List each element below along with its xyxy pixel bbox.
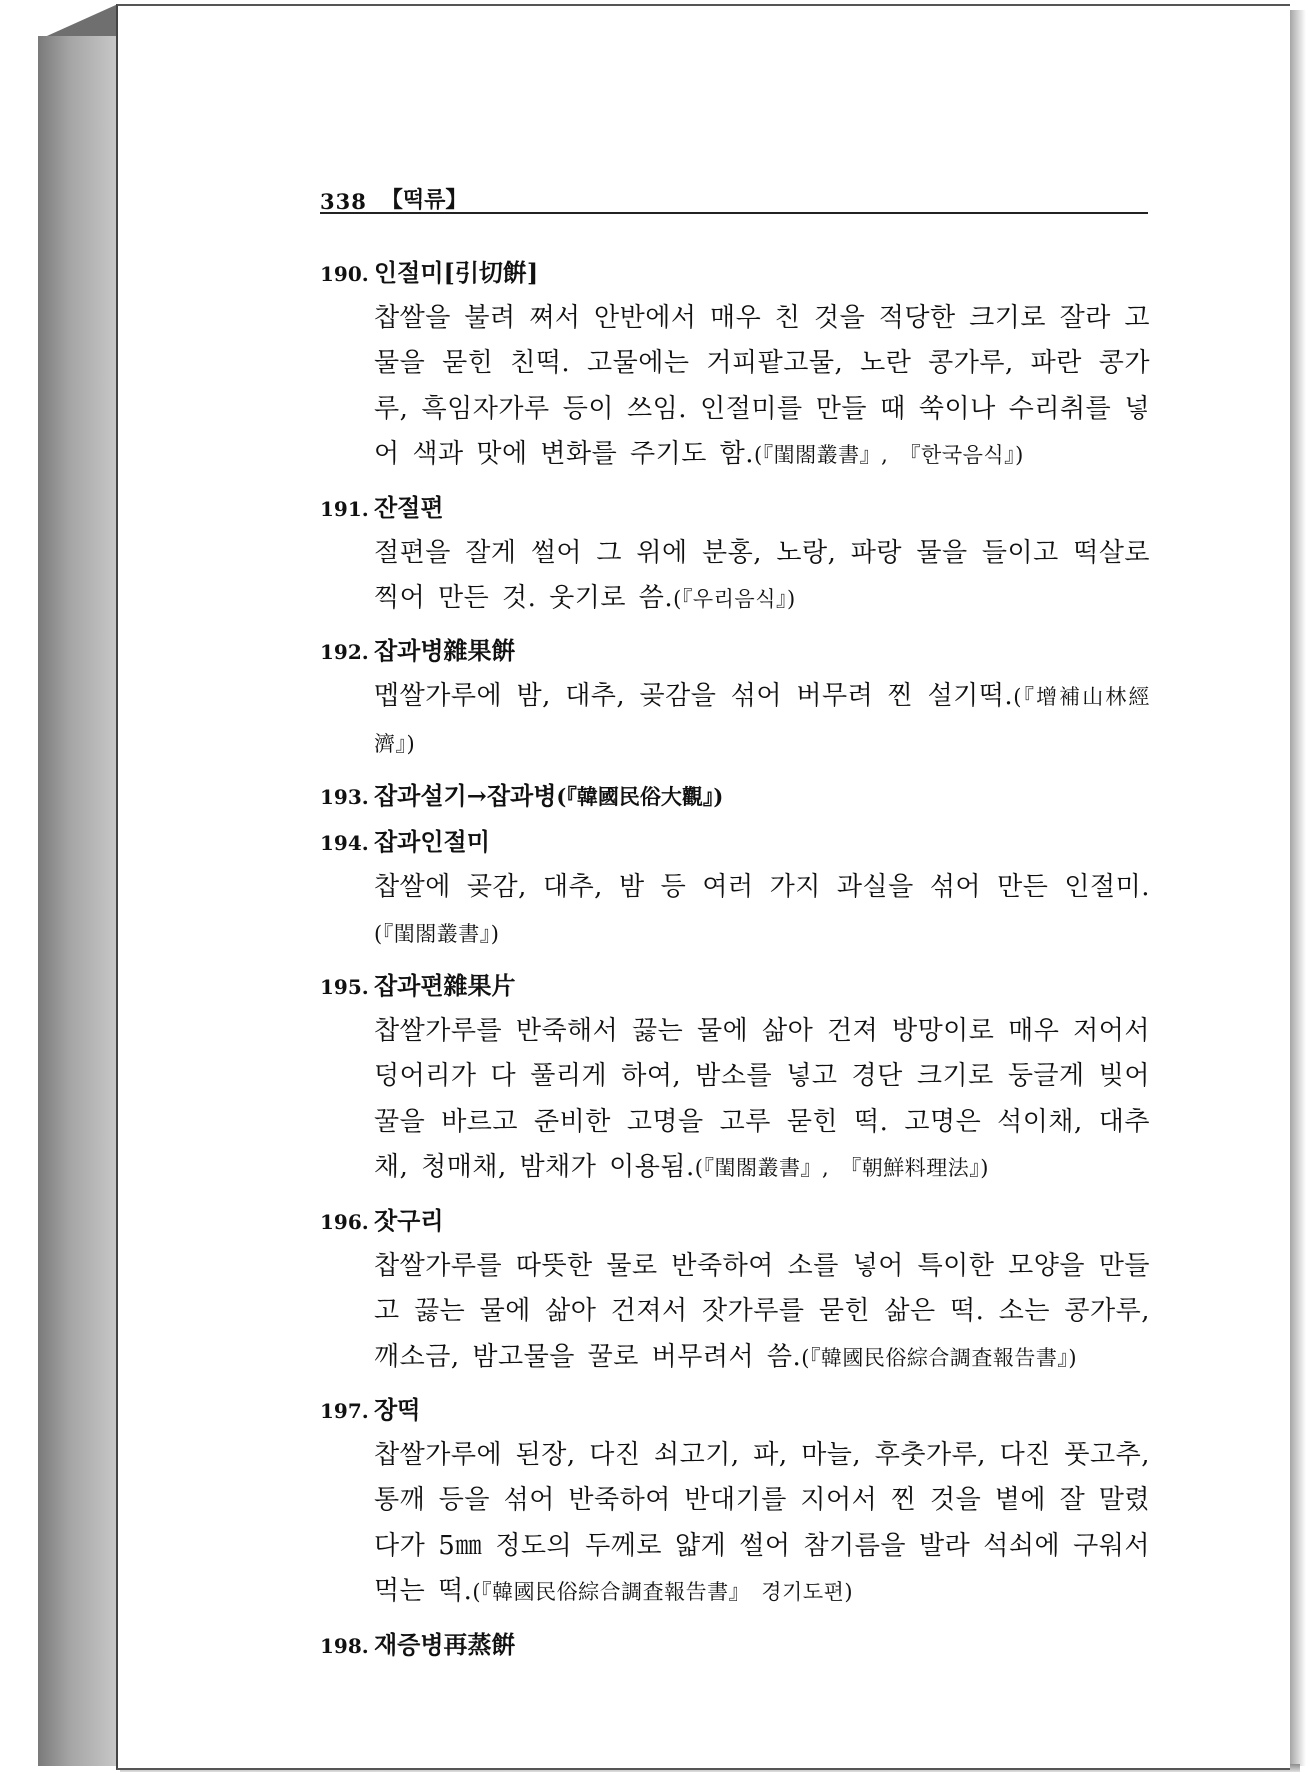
entry-title: 잡과인절미 bbox=[374, 827, 490, 857]
entry-definition bbox=[374, 1433, 1150, 1616]
entry-text: 찹쌀가루를 반죽해서 끓는 물에 삶아 건져 방망이로 매우 저어서 덩어리가 다 풀리게 하여, 밤소를 넣고 경단 크기로 둥글게 빚어 꿀을 바르고 준비한 고명을 고루 묻힌 떡. 고명은 석이채, 대추채, 청매채, 밤채가 이용됨. bbox=[374, 1016, 1150, 1183]
entry-192 bbox=[320, 628, 1150, 767]
entry-number: 193. bbox=[320, 785, 369, 810]
entry-definition bbox=[374, 674, 1150, 767]
entry-definition bbox=[374, 531, 1150, 623]
entry-number: 197. bbox=[320, 1398, 369, 1423]
entry-definition bbox=[374, 296, 1150, 479]
entry-number: 195. bbox=[320, 975, 369, 1000]
entry-definition bbox=[374, 1009, 1150, 1192]
entry-number: 196. bbox=[320, 1209, 369, 1234]
entry-reference: (『增補山林經濟』) bbox=[374, 685, 1150, 756]
entry-heading bbox=[320, 1198, 1150, 1244]
page-edge-shadow bbox=[1288, 10, 1306, 1766]
entry-definition bbox=[374, 1244, 1150, 1381]
entry-text: 찹쌀을 불려 쪄서 안반에서 매우 친 것을 적당한 크기로 잘라 고물을 묻힌 친떡. 고물에는 거피팥고물, 노란 콩가루, 파란 콩가루, 흑임자가루 등이 쓰임. 인절미를 만들 때 쑥이나 수리취를 넣어 색과 맛에 변화를 주기도 함. bbox=[374, 303, 1150, 470]
entry-number: 191. bbox=[320, 496, 369, 521]
entry-title: 잡과설기→잡과병 bbox=[374, 781, 557, 811]
entry-title: 잡과편雜果片 bbox=[374, 971, 516, 1001]
entry-reference: (『閨閤叢書』, 『朝鮮料理法』) bbox=[694, 1156, 989, 1181]
entry-heading bbox=[320, 819, 1150, 865]
entry-number: 194. bbox=[320, 831, 369, 856]
entry-title: 재증병再蒸餠 bbox=[374, 1629, 516, 1659]
entry-text: 절편을 잘게 썰어 그 위에 분홍, 노랑, 파랑 물을 들이고 떡살로 찍어 만든 것. 웃기로 씀. bbox=[374, 537, 1150, 614]
entry-197 bbox=[320, 1387, 1150, 1616]
entry-title: 인절미[引切餠] bbox=[374, 258, 539, 287]
entry-title: 잣구리 bbox=[374, 1205, 444, 1235]
dictionary-entries bbox=[320, 250, 1150, 1668]
entry-193 bbox=[320, 773, 1150, 819]
entry-190 bbox=[320, 250, 1150, 479]
entry-heading bbox=[320, 1622, 1150, 1668]
entry-number: 190. bbox=[320, 262, 369, 286]
entry-title: 장떡 bbox=[374, 1394, 421, 1424]
entry-198 bbox=[320, 1622, 1150, 1668]
entry-title: 잡과병雜果餠 bbox=[374, 636, 516, 666]
header-rule bbox=[320, 212, 1148, 214]
entry-195 bbox=[320, 963, 1150, 1192]
entry-191 bbox=[320, 485, 1150, 623]
entry-heading bbox=[320, 773, 1150, 819]
entry-reference: (『韓國民俗綜合調査報告書』 경기도편) bbox=[472, 1580, 854, 1605]
entry-196 bbox=[320, 1198, 1150, 1381]
entry-definition bbox=[374, 865, 1150, 957]
page-number: 338 bbox=[320, 189, 367, 214]
book-spine-top bbox=[38, 4, 118, 40]
entry-heading bbox=[320, 628, 1150, 674]
entry-reference: (『閨閤叢書』) bbox=[374, 921, 500, 946]
section-title: 【떡류】 bbox=[380, 187, 468, 213]
entry-heading bbox=[320, 250, 1150, 296]
book-spine bbox=[38, 36, 118, 1766]
entry-title: 잔절편 bbox=[374, 492, 444, 522]
entry-text: 찹쌀가루를 따뜻한 물로 반죽하여 소를 넣어 특이한 모양을 만들고 끓는 물에 삶아 건져서 잣가루를 묻힌 삶은 떡. 소는 콩가루, 깨소금, 밤고물을 꿀로 버무려서 씀. bbox=[374, 1250, 1150, 1372]
entry-reference: (『閨閤叢書』, 『한국음식』) bbox=[753, 443, 1024, 468]
entry-reference: (『韓國民俗大觀』) bbox=[556, 784, 724, 810]
entry-reference: (『韓國民俗綜合調査報告書』) bbox=[801, 1345, 1078, 1370]
entry-194 bbox=[320, 819, 1150, 957]
entry-heading bbox=[320, 963, 1150, 1009]
entry-heading bbox=[320, 1387, 1150, 1433]
entry-text: 찹쌀가루에 된장, 다진 쇠고기, 파, 마늘, 후춧가루, 다진 풋고추, 통깨 등을 섞어 반죽하여 반대기를 지어서 찐 것을 볕에 잘 말렸다가 5㎜ 정도의 두께로 얇게 썰어 참기름을 발라 석쇠에 구워서 먹는 떡. bbox=[374, 1439, 1150, 1607]
entry-heading bbox=[320, 485, 1150, 531]
running-head bbox=[320, 174, 1148, 214]
entry-reference: (『우리음식』) bbox=[673, 587, 796, 612]
entry-text: 찹쌀에 곶감, 대추, 밤 등 여러 가지 과실을 섞어 만든 인절미. bbox=[374, 872, 1150, 903]
entry-text: 멥쌀가루에 밤, 대추, 곶감을 섞어 버무려 찐 설기떡. bbox=[374, 681, 1014, 712]
entry-number: 198. bbox=[320, 1633, 369, 1658]
entry-number: 192. bbox=[320, 640, 369, 665]
